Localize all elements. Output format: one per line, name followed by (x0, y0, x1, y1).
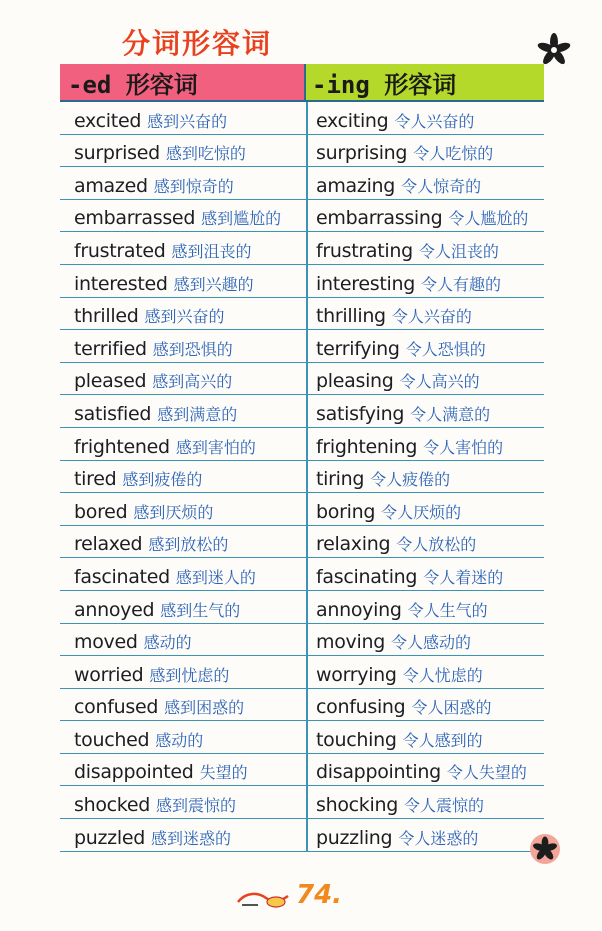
ing-word: disappointing (316, 761, 441, 784)
ing-cell (306, 298, 544, 330)
ing-cell (306, 461, 544, 493)
ing-word: confusing (316, 696, 406, 719)
ed-cell (60, 656, 306, 688)
ed-meaning: 感到兴奋的 (147, 111, 228, 131)
table-row (60, 330, 544, 363)
table-row (60, 428, 544, 461)
ing-meaning: 令人放松的 (396, 535, 477, 555)
table-row (60, 461, 544, 494)
ing-word: embarrassing (316, 207, 443, 230)
ing-meaning: 令人兴奋的 (391, 307, 472, 327)
ed-meaning: 感到忧虑的 (149, 665, 230, 685)
ed-word: excited (74, 109, 142, 132)
ing-word: touching (316, 728, 397, 751)
table-row (60, 232, 544, 265)
ed-meaning: 感到兴趣的 (173, 274, 254, 294)
table-row (60, 167, 544, 200)
ed-word: pleased (74, 370, 147, 393)
ing-word: worrying (316, 663, 397, 686)
ed-word: puzzled (74, 826, 145, 849)
ing-word: tiring (316, 468, 365, 491)
ed-meaning: 失望的 (199, 763, 248, 783)
ing-cell (306, 232, 544, 264)
ing-word: boring (316, 500, 376, 523)
table-header (60, 64, 544, 102)
ed-meaning: 感动的 (155, 730, 204, 750)
ed-word: shocked (74, 794, 150, 817)
ing-cell (306, 200, 544, 232)
ing-meaning: 令人满意的 (410, 404, 491, 424)
ed-cell (60, 558, 306, 590)
ing-cell (306, 363, 544, 395)
ing-word: terrifying (316, 337, 400, 360)
ed-meaning: 感到惊奇的 (153, 176, 234, 196)
ed-word: thrilled (74, 305, 139, 328)
ed-cell (60, 200, 306, 232)
ed-cell (60, 461, 306, 493)
ing-meaning: 令人高兴的 (399, 372, 480, 392)
ed-word: embarrassed (74, 207, 196, 230)
ed-cell (60, 395, 306, 427)
ed-meaning: 感到生气的 (160, 600, 241, 620)
ing-word: pleasing (316, 370, 394, 393)
ed-meaning: 感到困惑的 (164, 698, 245, 718)
ed-word: frightened (74, 435, 170, 458)
ed-meaning: 感到害怕的 (175, 437, 256, 457)
ing-cell (306, 558, 544, 590)
ed-meaning: 感到恐惧的 (152, 339, 233, 359)
ing-cell (306, 624, 544, 656)
ing-word: thrilling (316, 305, 386, 328)
ed-cell (60, 493, 306, 525)
ed-cell (60, 428, 306, 460)
flower-icon (536, 32, 572, 68)
ing-cell (306, 819, 544, 851)
table-row (60, 754, 544, 787)
ed-meaning: 感动的 (143, 633, 192, 653)
ed-meaning: 感到吃惊的 (165, 144, 246, 164)
ing-meaning: 令人失望的 (446, 763, 527, 783)
ing-meaning: 令人感到的 (402, 730, 483, 750)
ing-meaning: 令人吃惊的 (413, 144, 494, 164)
table-row (60, 395, 544, 428)
ing-meaning: 令人厌烦的 (381, 502, 462, 522)
page-title: 分词形容词 (122, 27, 273, 60)
table-row (60, 298, 544, 331)
ing-word: amazing (316, 174, 396, 197)
table-row (60, 819, 544, 852)
ing-meaning: 令人着迷的 (423, 567, 504, 587)
ed-cell (60, 591, 306, 623)
ed-cell (60, 102, 306, 134)
ed-meaning: 感到迷人的 (175, 567, 256, 587)
table-row (60, 102, 544, 135)
table-row (60, 265, 544, 298)
flower-icon (528, 832, 562, 866)
ing-word: fascinating (316, 565, 418, 588)
table-row (60, 200, 544, 233)
ed-word: tired (74, 468, 117, 491)
ed-meaning: 感到满意的 (157, 404, 238, 424)
ing-cell (306, 754, 544, 786)
ing-meaning: 令人迷惑的 (398, 828, 479, 848)
ing-meaning: 令人沮丧的 (418, 241, 499, 261)
ing-cell (306, 591, 544, 623)
ing-word: relaxing (316, 533, 391, 556)
ed-meaning: 感到尴尬的 (201, 209, 282, 229)
ed-word: annoyed (74, 598, 155, 621)
table-row (60, 526, 544, 559)
ed-word: satisfied (74, 402, 152, 425)
ing-cell (306, 167, 544, 199)
ed-meaning: 感到兴奋的 (144, 307, 225, 327)
ing-meaning: 令人恐惧的 (405, 339, 486, 359)
ing-meaning: 令人忧虑的 (402, 665, 483, 685)
ing-word: exciting (316, 109, 389, 132)
ed-meaning: 感到高兴的 (152, 372, 233, 392)
ed-cell (60, 330, 306, 362)
ed-cell (60, 135, 306, 167)
ing-word: annoying (316, 598, 402, 621)
ed-cell (60, 624, 306, 656)
ing-word: puzzling (316, 826, 393, 849)
ing-meaning: 令人惊奇的 (401, 176, 482, 196)
ing-cell (306, 102, 544, 134)
ed-word: confused (74, 696, 159, 719)
ed-word: terrified (74, 337, 147, 360)
ed-cell (60, 526, 306, 558)
ing-word: moving (316, 631, 385, 654)
ing-meaning: 令人兴奋的 (394, 111, 475, 131)
table-row (60, 656, 544, 689)
ed-meaning: 感到疲倦的 (122, 470, 203, 490)
table-row (60, 624, 544, 657)
ed-word: disappointed (74, 761, 194, 784)
pen-doodle-icon (236, 888, 292, 910)
ing-cell (306, 428, 544, 460)
ed-word: worried (74, 663, 144, 686)
ing-column-header: -ing 形容词 (304, 64, 544, 100)
ed-meaning: 感到沮丧的 (171, 241, 252, 261)
ed-meaning: 感到迷惑的 (150, 828, 231, 848)
ed-cell (60, 167, 306, 199)
ing-meaning: 令人感动的 (390, 633, 471, 653)
ed-cell (60, 298, 306, 330)
ing-word: surprising (316, 142, 408, 165)
ed-cell (60, 232, 306, 264)
ed-word: fascinated (74, 565, 170, 588)
ed-word: surprised (74, 142, 160, 165)
ing-cell (306, 395, 544, 427)
table-row (60, 558, 544, 591)
ing-cell (306, 493, 544, 525)
table-row (60, 493, 544, 526)
adjective-table (60, 64, 544, 852)
ing-word: satisfying (316, 402, 405, 425)
ed-word: moved (74, 631, 138, 654)
ing-cell (306, 265, 544, 297)
ed-word: frustrated (74, 239, 166, 262)
table-row (60, 591, 544, 624)
ed-word: interested (74, 272, 168, 295)
ing-cell (306, 330, 544, 362)
ed-word: amazed (74, 174, 148, 197)
ing-cell (306, 526, 544, 558)
ed-word: touched (74, 728, 150, 751)
ed-cell (60, 265, 306, 297)
ed-cell (60, 819, 306, 851)
ed-column-header: -ed 形容词 (60, 64, 304, 100)
ing-word: shocking (316, 794, 398, 817)
ed-cell (60, 721, 306, 753)
ing-meaning: 令人尴尬的 (448, 209, 529, 229)
ing-meaning: 令人生气的 (407, 600, 488, 620)
ing-cell (306, 689, 544, 721)
ing-cell (306, 786, 544, 818)
ed-meaning: 感到震惊的 (156, 796, 237, 816)
table-row (60, 786, 544, 819)
ing-meaning: 令人震惊的 (404, 796, 485, 816)
ing-meaning: 令人害怕的 (423, 437, 504, 457)
ing-cell (306, 656, 544, 688)
ed-cell (60, 786, 306, 818)
table-row (60, 135, 544, 168)
ing-cell (306, 135, 544, 167)
table-row (60, 689, 544, 722)
ing-meaning: 令人困惑的 (411, 698, 492, 718)
table-row (60, 721, 544, 754)
ing-cell (306, 721, 544, 753)
ing-meaning: 令人疲倦的 (370, 470, 451, 490)
ed-word: bored (74, 500, 128, 523)
ing-word: frustrating (316, 239, 413, 262)
ed-cell (60, 754, 306, 786)
table-row (60, 363, 544, 396)
ed-meaning: 感到放松的 (148, 535, 229, 555)
table-body (60, 102, 544, 852)
ed-meaning: 感到厌烦的 (133, 502, 214, 522)
ing-word: interesting (316, 272, 415, 295)
page-number: 74. (296, 880, 343, 910)
ed-word: relaxed (74, 533, 143, 556)
ing-meaning: 令人有趣的 (420, 274, 501, 294)
ed-cell (60, 689, 306, 721)
ed-cell (60, 363, 306, 395)
ing-word: frightening (316, 435, 418, 458)
